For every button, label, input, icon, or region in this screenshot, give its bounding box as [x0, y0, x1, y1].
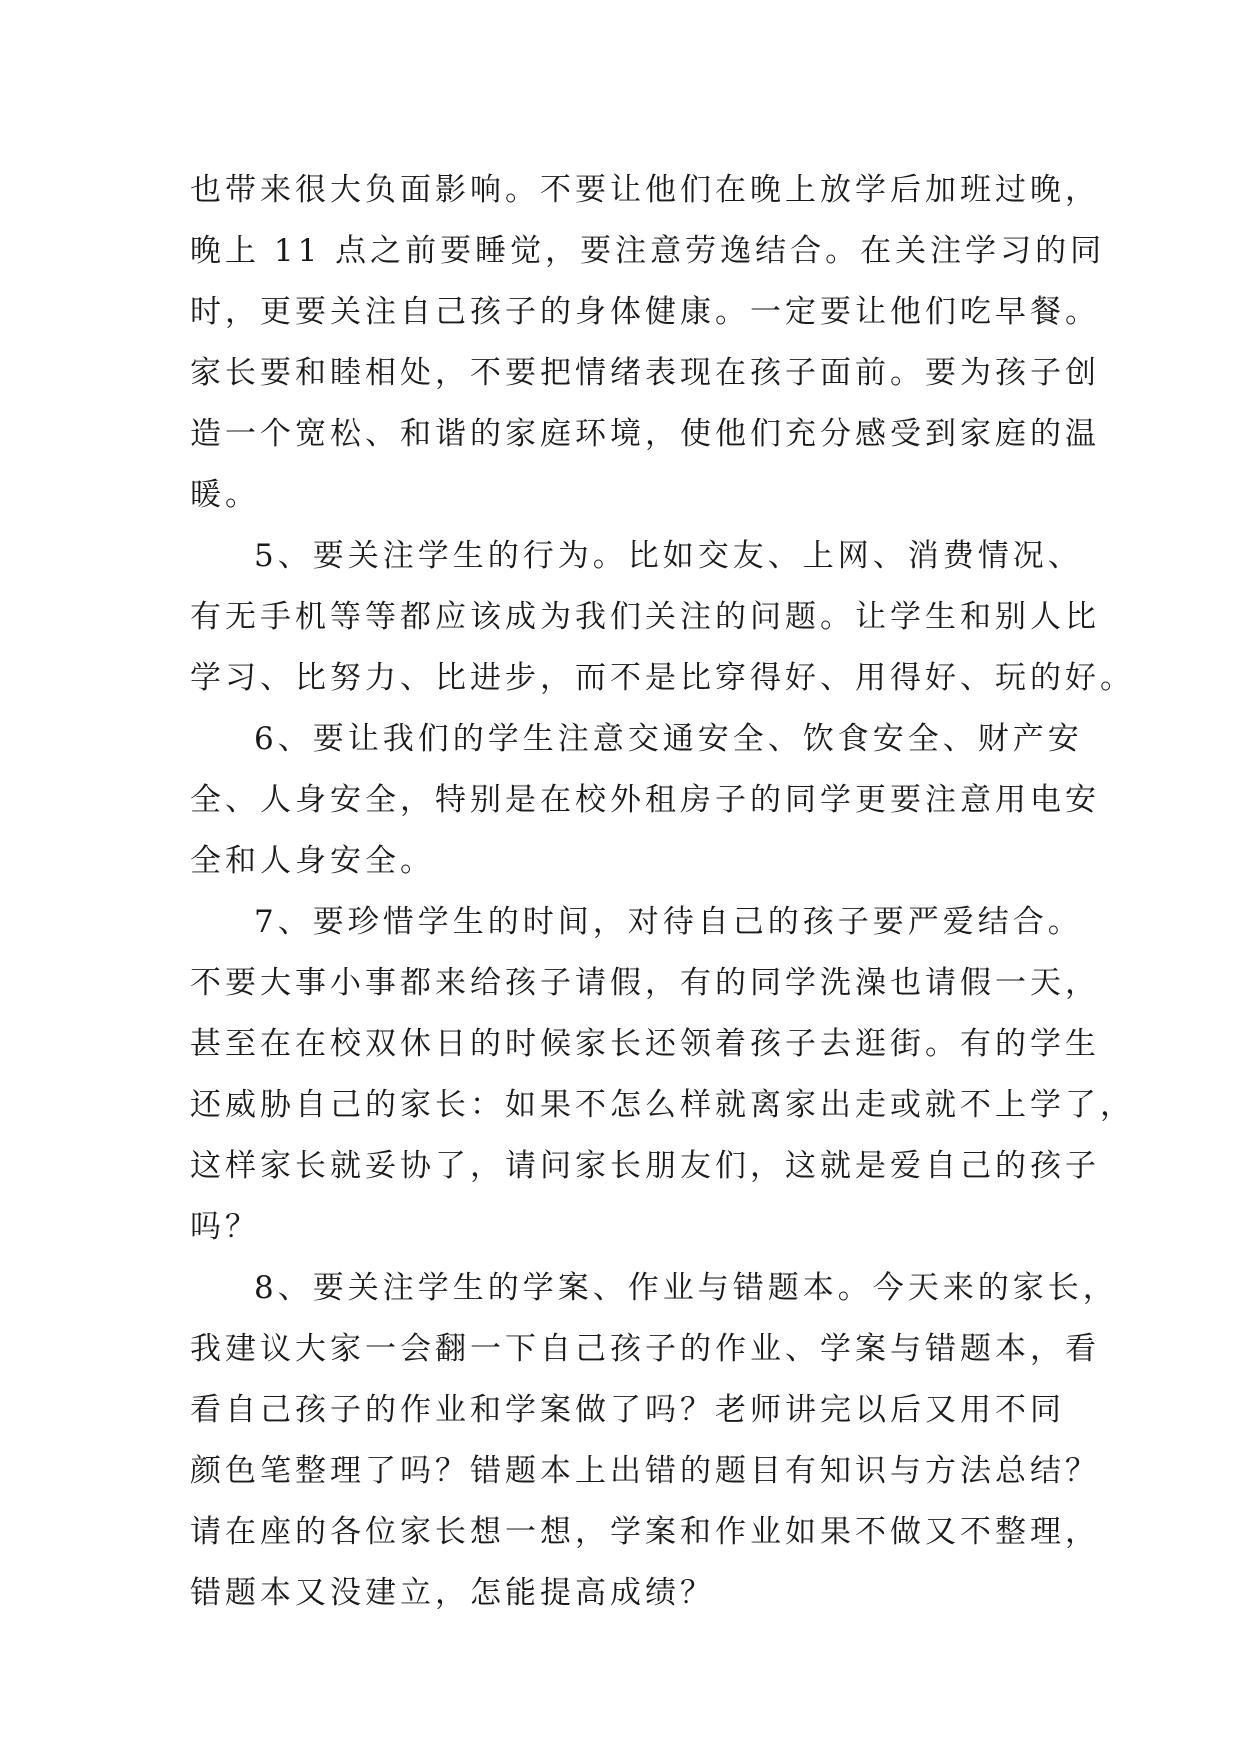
document-body — [190, 160, 1135, 1624]
text-line: 颜色笔整理了吗？错题本上出错的题目有知识与方法总结？ — [190, 1453, 1100, 1489]
paragraph-first-line: 8、要关注学生的学案、作业与错题本。今天来的家长， — [254, 1270, 1118, 1306]
text-line: 有无手机等等都应该成为我们关注的问题。让学生和别人比 — [190, 599, 1100, 635]
text-line: 造一个宽松、和谐的家庭环境，使他们充分感受到家庭的温 — [190, 416, 1100, 452]
paragraph-first-line: 7、要珍惜学生的时间，对待自己的孩子要严爱结合。 — [254, 904, 1083, 940]
text-line: 这样家长就妥协了，请问家长朋友们，这就是爱自己的孩子 — [190, 1148, 1100, 1184]
text-line: 请在座的各位家长想一想，学案和作业如果不做又不整理， — [190, 1514, 1100, 1550]
text-line: 也带来很大负面影响。不要让他们在晚上放学后加班过晚， — [190, 172, 1100, 208]
text-line: 时，更要关注自己孩子的身体健康。一定要让他们吃早餐。 — [190, 294, 1100, 330]
text-line: 看自己孩子的作业和学案做了吗？老师讲完以后又用不同 — [190, 1392, 1065, 1428]
text-line: 还威胁自己的家长：如果不怎么样就离家出走或就不上学了， — [190, 1087, 1135, 1123]
text-line: 全和人身安全。 — [190, 843, 435, 879]
text-line: 暖。 — [190, 477, 260, 513]
text-line: 家长要和睦相处，不要把情绪表现在孩子面前。要为孩子创 — [190, 355, 1100, 391]
text-line: 不要大事小事都来给孩子请假，有的同学洗澡也请假一天， — [190, 965, 1100, 1001]
text-line: 晚上 11 点之前要睡觉，要注意劳逸结合。在关注学习的同 — [190, 233, 1106, 269]
paragraph-first-line: 6、要让我们的学生注意交通安全、饮食安全、财产安 — [254, 721, 1083, 757]
text-line: 我建议大家一会翻一下自己孩子的作业、学案与错题本，看 — [190, 1331, 1100, 1367]
text-line: 学习、比努力、比进步，而不是比穿得好、用得好、玩的好。 — [190, 660, 1135, 696]
paragraph-first-line: 5、要关注学生的行为。比如交友、上网、消费情况、 — [254, 538, 1083, 574]
text-line: 吗？ — [190, 1209, 260, 1245]
text-line: 错题本又没建立，怎能提高成绩？ — [190, 1575, 715, 1611]
text-line: 甚至在在校双休日的时候家长还领着孩子去逛街。有的学生 — [190, 1026, 1100, 1062]
text-line: 全、人身安全，特别是在校外租房子的同学更要注意用电安 — [190, 782, 1100, 818]
